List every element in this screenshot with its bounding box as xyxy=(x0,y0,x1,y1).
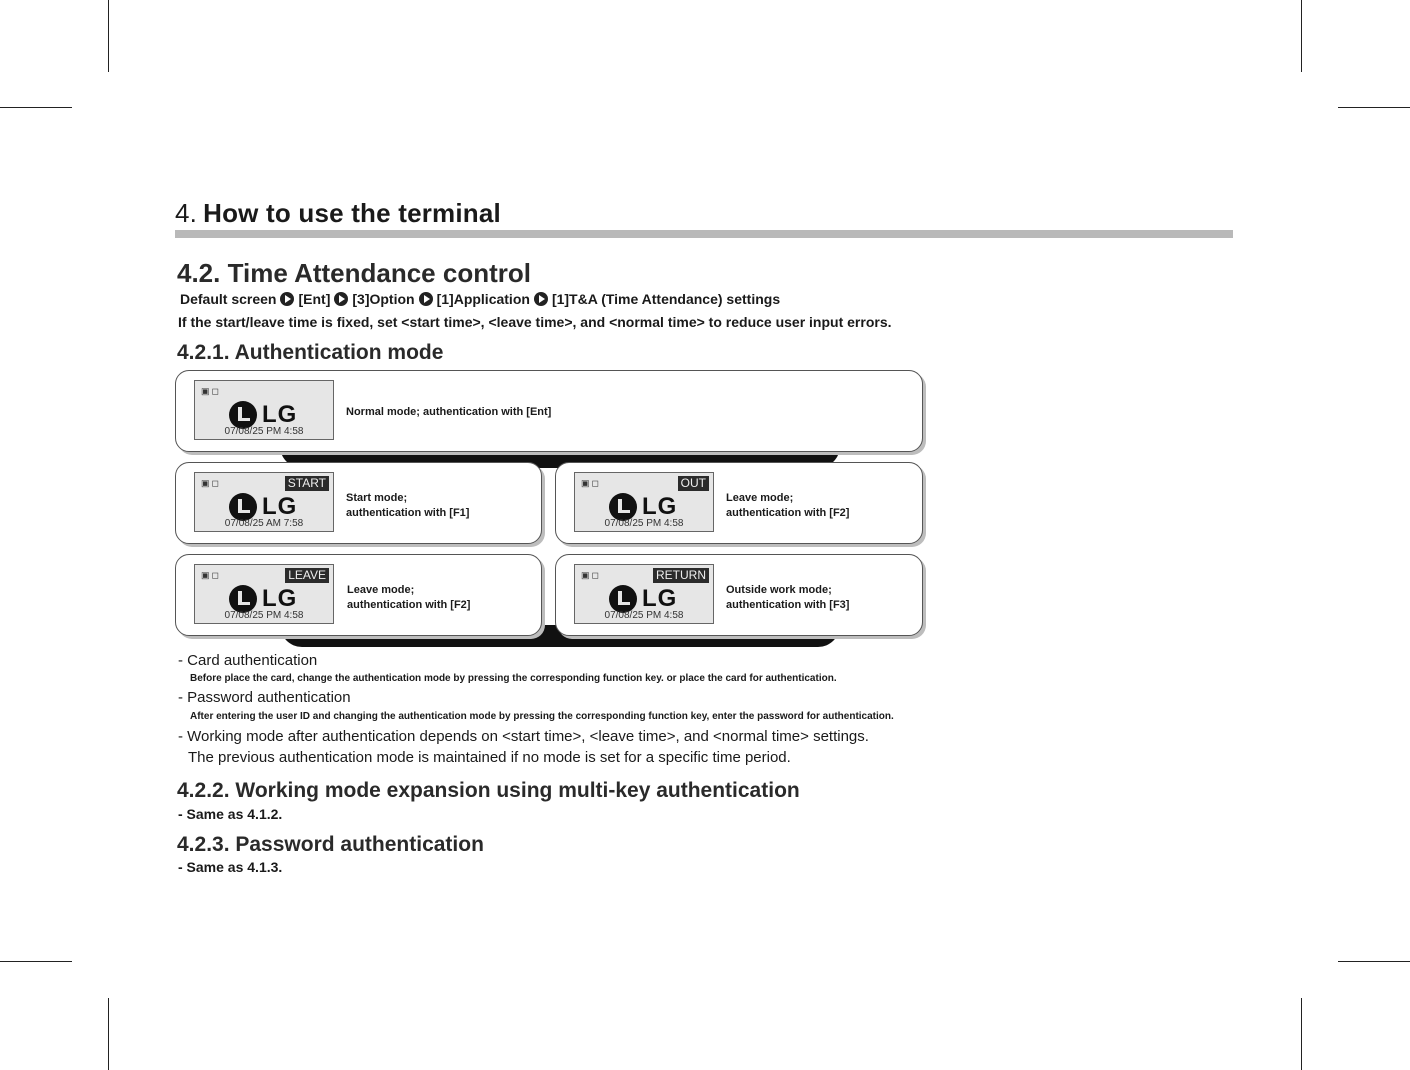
lcd-screen xyxy=(194,564,334,624)
panel-desc-line: authentication with [F2] xyxy=(347,599,471,611)
crop-mark xyxy=(108,0,109,72)
path-step: [3]Option xyxy=(352,291,415,307)
subsection-text-password: - Same as 4.1.3. xyxy=(178,859,283,875)
lcd-datetime: 07/08/25 AM 7:58 xyxy=(224,518,304,529)
arrow-right-icon xyxy=(419,292,433,306)
lcd-datetime: 07/08/25 PM 4:58 xyxy=(604,518,684,529)
mode-badge: START xyxy=(285,476,329,491)
logo-text: LG xyxy=(642,585,678,612)
path-step: [Ent] xyxy=(298,291,331,307)
crop-mark xyxy=(0,107,72,108)
password-auth-desc: After entering the user ID and changing the authentication mode by pressing the corresponding function key, enter the password for authentication. xyxy=(190,711,894,722)
auth-panel-start xyxy=(175,462,542,544)
arrow-right-icon xyxy=(534,292,548,306)
lg-logo-icon xyxy=(609,585,637,613)
auth-panel-out xyxy=(555,462,923,544)
status-icons: ▣◻ xyxy=(201,478,221,488)
panel-desc-line: authentication with [F2] xyxy=(726,507,850,519)
lcd-screen xyxy=(574,472,714,532)
mode-badge: RETURN xyxy=(653,568,709,583)
section-title: 4.2. Time Attendance control xyxy=(177,258,531,288)
auth-panel-leave xyxy=(175,554,542,636)
working-mode-text: - Working mode after authentication depends on <start time>, <leave time>, and <normal time> settings. xyxy=(178,728,869,745)
crop-mark xyxy=(1301,998,1302,1070)
crop-mark xyxy=(1338,961,1410,962)
lcd-datetime: 07/08/25 PM 4:58 xyxy=(224,610,304,621)
crop-mark xyxy=(1338,107,1410,108)
path-step: [1]T&A (Time Attendance) settings xyxy=(551,291,781,307)
panel-desc-line: authentication with [F1] xyxy=(346,507,470,519)
panel-desc: Normal mode; authentication with [Ent] xyxy=(346,406,552,418)
mode-badge: OUT xyxy=(678,476,709,491)
logo-text: LG xyxy=(262,493,298,520)
section-intro: If the start/leave time is fixed, set <start time>, <leave time>, and <normal time> to reduce user input errors. xyxy=(178,314,892,330)
panel-desc-line: authentication with [F3] xyxy=(726,599,850,611)
lcd-screen xyxy=(574,564,714,624)
mode-badge: LEAVE xyxy=(285,568,329,583)
status-icons: ▣◻ xyxy=(201,386,221,396)
working-mode-note: The previous authentication mode is maintained if no mode is set for a specific time period. xyxy=(188,749,791,766)
status-icons: ▣◻ xyxy=(581,478,601,488)
logo-text: LG xyxy=(642,493,678,520)
lcd-screen xyxy=(194,472,334,532)
panel-desc xyxy=(347,583,470,613)
arrow-right-icon xyxy=(280,292,294,306)
subsection-text-multikey: - Same as 4.1.2. xyxy=(178,806,283,822)
password-auth-title: - Password authentication xyxy=(178,689,351,706)
subsection-title-password: 4.2.3. Password authentication xyxy=(177,833,484,856)
lg-logo-icon xyxy=(229,585,257,613)
chapter-number: 4. xyxy=(175,198,198,228)
panel-desc xyxy=(346,491,469,521)
logo-text: LG xyxy=(262,585,298,612)
status-icons: ▣◻ xyxy=(201,570,221,580)
arrow-right-icon xyxy=(334,292,348,306)
lcd-datetime: 07/08/25 PM 4:58 xyxy=(224,426,304,437)
crop-mark xyxy=(1301,0,1302,72)
path-step: [1]Application xyxy=(436,291,530,307)
panel-desc-line: Leave mode; xyxy=(726,492,794,504)
subsection-title-multikey: 4.2.2. Working mode expansion using multi-key authentication xyxy=(177,779,800,802)
lg-logo-icon xyxy=(609,493,637,521)
lcd-screen xyxy=(194,380,334,440)
card-auth-desc: Before place the card, change the authentication mode by pressing the corresponding function key. or place the card for authentication. xyxy=(190,673,837,684)
lcd-datetime: 07/08/25 PM 4:58 xyxy=(604,610,684,621)
subsection-title-auth-mode: 4.2.1. Authentication mode xyxy=(177,341,444,364)
panel-desc xyxy=(726,491,849,521)
panel-desc-line: Start mode; xyxy=(346,492,408,504)
panel-desc xyxy=(726,583,849,613)
crop-mark xyxy=(0,961,72,962)
card-auth-title: - Card authentication xyxy=(178,652,318,669)
path-step: Default screen xyxy=(180,291,277,307)
lg-logo-icon xyxy=(229,493,257,521)
logo-text: LG xyxy=(262,401,298,428)
panel-desc-line: Leave mode; xyxy=(347,584,415,596)
status-icons: ▣◻ xyxy=(581,570,601,580)
chapter-title xyxy=(175,198,501,229)
auth-panel-normal xyxy=(175,370,923,452)
chapter-title-text: How to use the terminal xyxy=(203,198,501,228)
chapter-rule xyxy=(175,230,1233,238)
auth-panel-return xyxy=(555,554,923,636)
crop-mark xyxy=(108,998,109,1070)
lg-logo-icon xyxy=(229,401,257,429)
panel-desc-line: Outside work mode; xyxy=(726,584,832,596)
menu-path xyxy=(180,291,780,307)
